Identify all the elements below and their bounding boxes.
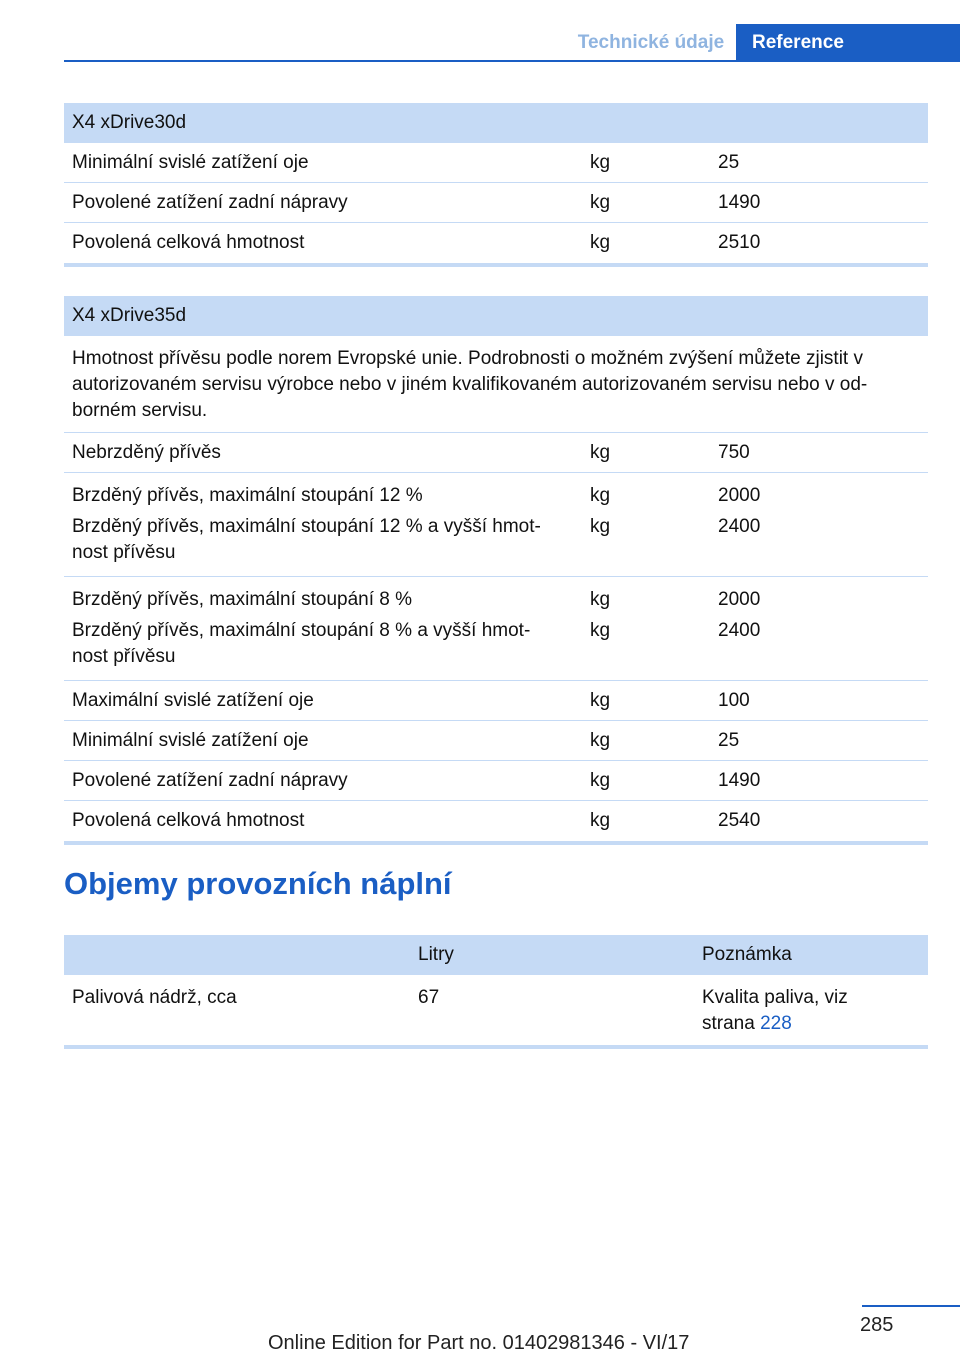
- row-value: 2000: [718, 485, 761, 506]
- row-value: 2400: [718, 620, 761, 641]
- row-desc: Minimální svislé zatížení oje: [72, 151, 309, 173]
- row-unit: kg: [590, 232, 611, 253]
- row-unit: kg: [590, 589, 611, 610]
- note-text: Kvalita paliva, viz strana: [702, 987, 848, 1034]
- row-value: 1490: [718, 191, 761, 213]
- row-desc: Brzděný přívěs, maximální stoupání 8 % a vyšší hmot-nost přívěsu: [72, 620, 531, 667]
- row-value: 1490: [718, 769, 761, 791]
- table-row: [64, 183, 928, 223]
- table-row: [64, 975, 928, 1045]
- tab-reference[interactable]: Reference: [736, 24, 960, 61]
- table-row: [64, 761, 928, 801]
- row-desc: Povolená celková hmotnost: [72, 810, 305, 831]
- table-end-rule: [64, 841, 928, 845]
- table-note: Hmotnost přívěsu podle norem Evropské unie. Podrobnosti o možném zvýšení můžete zjistit v autorizovaném servisu výrobce nebo v jiném kvalifikovaném autorizovaném servisu nebo v od-borném servisu.: [64, 336, 928, 433]
- table-row: [64, 721, 928, 761]
- table-row-group-8: [64, 577, 928, 681]
- page-link[interactable]: 228: [760, 1013, 792, 1034]
- row-desc: Nebrzděný přívěs: [72, 441, 221, 463]
- tab-technical-data[interactable]: Technické údaje: [566, 24, 736, 61]
- footer-edition: Online Edition for Part no. 01402981346 - VI/17: [268, 1332, 690, 1354]
- row-value: 2400: [718, 516, 761, 537]
- table-row: [64, 681, 928, 721]
- row-desc: Brzděný přívěs, maximální stoupání 8 %: [72, 589, 413, 610]
- header-liters: Litry: [418, 944, 454, 965]
- row-value: 25: [718, 729, 740, 751]
- row-desc: Brzděný přívěs, maximální stoupání 12 %: [72, 485, 423, 506]
- row-unit: kg: [590, 441, 611, 463]
- table-end-rule: [64, 263, 928, 267]
- row-unit: kg: [590, 516, 611, 537]
- table-row: [64, 433, 928, 473]
- page-number: 285: [860, 1314, 894, 1336]
- table-title: X4 xDrive35d: [64, 296, 928, 336]
- row-value: 2000: [718, 589, 761, 610]
- table-row: [64, 143, 928, 183]
- table-x4-xdrive30d: [64, 103, 928, 267]
- row-liters: 67: [418, 987, 440, 1008]
- row-value: 2540: [718, 810, 761, 831]
- table-row: [64, 223, 928, 263]
- table-end-rule: [64, 1045, 928, 1049]
- row-unit: kg: [590, 151, 611, 173]
- row-value: 25: [718, 151, 740, 173]
- row-desc: Maximální svislé zatížení oje: [72, 689, 314, 711]
- row-unit: kg: [590, 191, 611, 213]
- row-value: 750: [718, 441, 750, 463]
- table-fluids: [64, 935, 928, 1049]
- row-unit: kg: [590, 485, 611, 506]
- row-desc: Povolená celková hmotnost: [72, 232, 305, 253]
- row-value: 100: [718, 689, 750, 711]
- footer-rule: [862, 1305, 960, 1307]
- row-desc: Brzděný přívěs, maximální stoupání 12 % a vyšší hmot-nost přívěsu: [72, 516, 541, 563]
- header-tabs: [566, 24, 960, 61]
- table-row-group-12: [64, 473, 928, 577]
- row-note: [694, 985, 928, 1037]
- row-unit: kg: [590, 729, 611, 751]
- row-unit: kg: [590, 620, 611, 641]
- row-unit: kg: [590, 689, 611, 711]
- row-unit: kg: [590, 810, 611, 831]
- row-desc: Minimální svislé zatížení oje: [72, 729, 309, 751]
- row-unit: kg: [590, 769, 611, 791]
- row-desc: Povolené zatížení zadní nápravy: [72, 191, 348, 213]
- header-note: Poznámka: [702, 944, 792, 965]
- table-header: [64, 935, 928, 975]
- row-desc: Palivová nádrž, cca: [72, 987, 237, 1008]
- row-value: 2510: [718, 232, 761, 253]
- header-rule: [64, 60, 960, 62]
- row-desc: Povolené zatížení zadní nápravy: [72, 769, 348, 791]
- section-title: Objemy provozních náplní: [64, 866, 452, 901]
- table-row: [64, 801, 928, 841]
- table-x4-xdrive35d: [64, 296, 928, 845]
- table-title: X4 xDrive30d: [64, 103, 928, 143]
